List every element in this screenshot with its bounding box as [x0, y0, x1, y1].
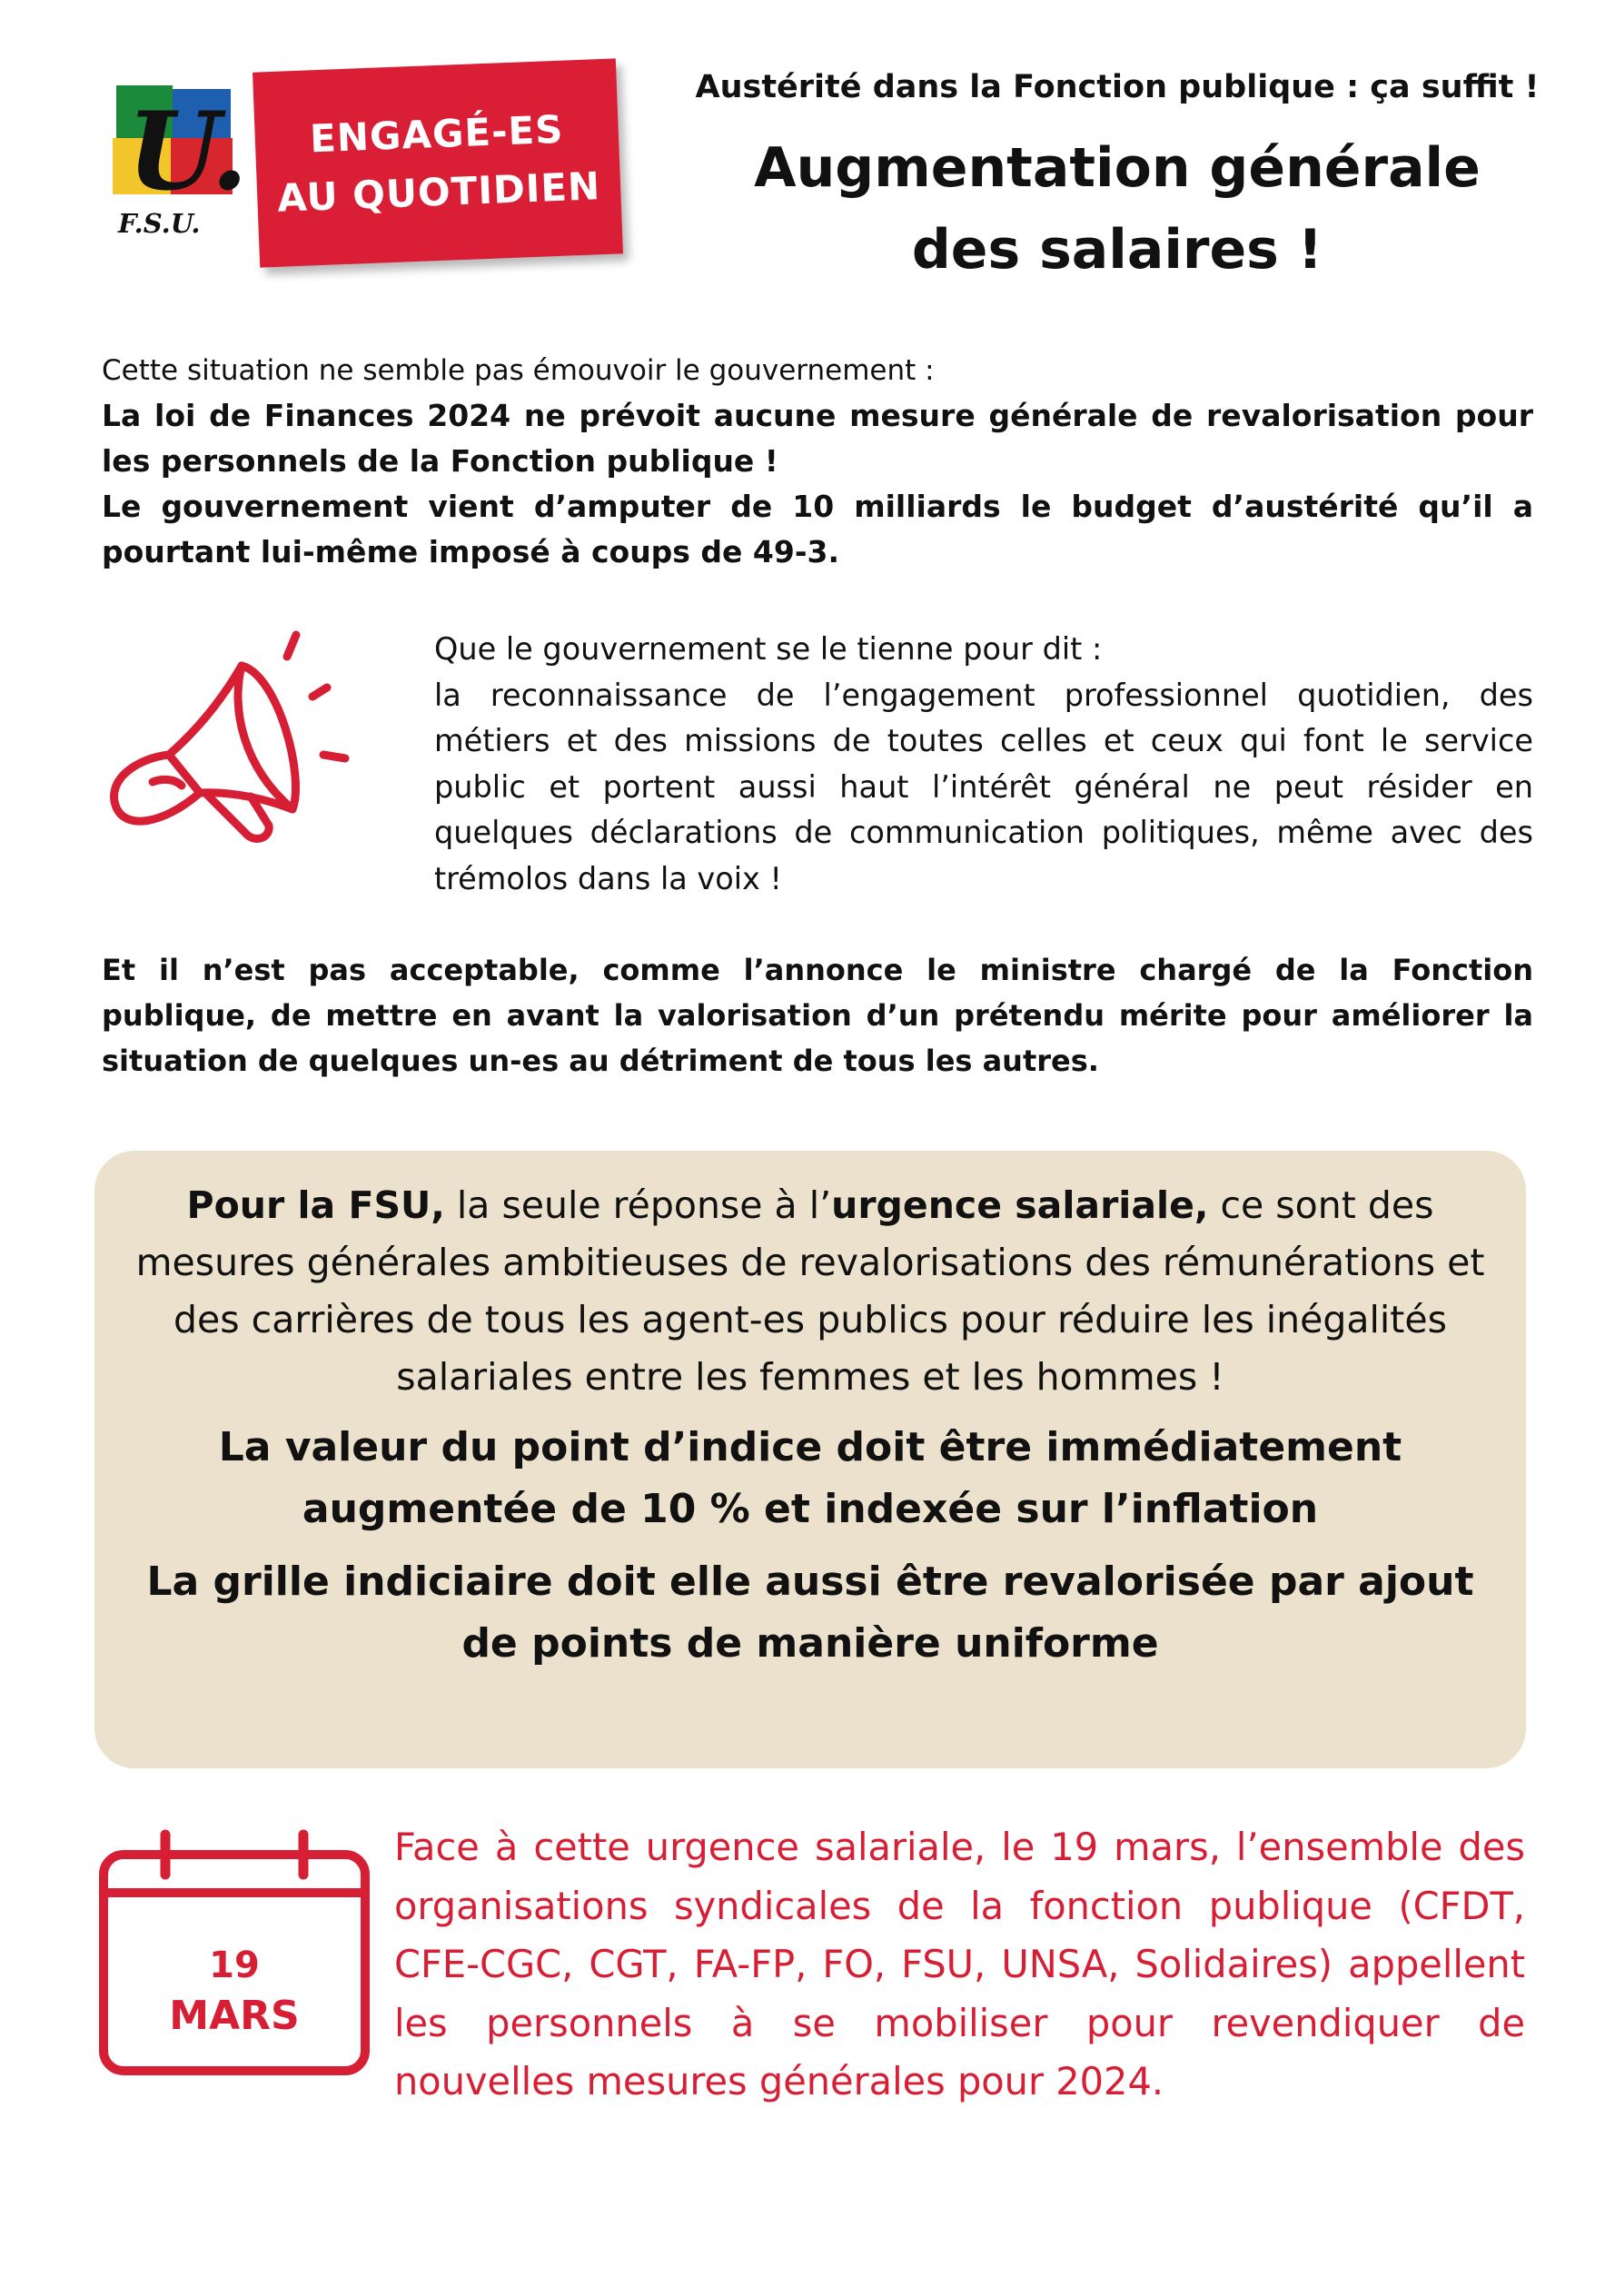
warning-body: la reconnaissance de l’engagement professionnel quotidien, des métiers et des missions de toutes celles et ceux qui font le service public et portent aussi haut l’intérêt général ne peut résider en quelques déclarations de communication politiques, même avec des trémolos dans la voix ! [434, 677, 1533, 896]
fsu-logo [107, 80, 243, 243]
badge-line-2: AU QUOTIDIEN [276, 163, 602, 221]
page-title [636, 127, 1599, 291]
intro-lead: Cette situation ne semble pas émouvoir le gouvernement : [102, 354, 935, 387]
logo-letter: U. [127, 88, 243, 214]
title-line-1: Augmentation générale [754, 136, 1481, 200]
fsu-logo-icon [107, 80, 243, 243]
position-text-a: la seule réponse à l’ [444, 1183, 832, 1227]
warning-lead: Que le gouvernement se le tienne pour dit : [434, 631, 1103, 667]
fsu-position [123, 1177, 1498, 1406]
intro-bold-2: Le gouvernement vient d’amputer de 10 milliards le budget d’austérité qu’il a pourtant lui-même imposé à coups de 49-3. [102, 489, 1533, 569]
badge-line-1: ENGAGÉ-ES [309, 106, 565, 161]
kicker: Austérité dans la Fonction publique : ça suffit ! [695, 69, 1540, 105]
calendar-day: 19 [209, 1945, 260, 1986]
megaphone-icon [98, 622, 380, 858]
demands-text [123, 1177, 1498, 1675]
demand-grid: La grille indiciaire doit elle aussi être revalorisée par ajout de points de manière uniforme [146, 1559, 1474, 1667]
title-line-2: des salaires ! [911, 218, 1323, 282]
engaged-badge [253, 58, 623, 267]
calendar-icon [98, 1827, 371, 2077]
intro-section [102, 348, 1533, 575]
warning-section [434, 627, 1533, 902]
position-text-b: ce sont des mesures générales ambitieuses de revalorisations des rémunérations et des carrières de tous les agent-es publics pour réduire les inégalités salariales entre les femmes et les hommes ! [135, 1183, 1485, 1399]
intro-bold-1: La loi de Finances 2024 ne prévoit aucune mesure générale de revalorisation pour les personnels de la Fonction publique ! [102, 398, 1533, 479]
merit-paragraph: Et il n’est pas acceptable, comme l’annonce le ministre chargé de la Fonction publique, de mettre en avant la valorisation d’un prétendu mérite pour améliorer la situation de quelques un-es au détriment de tous les autres. [102, 953, 1533, 1078]
urgency-label: urgence salariale, [831, 1183, 1209, 1227]
logo-name: F.S.U. [118, 208, 201, 239]
mobilisation-call: Face à cette urgence salariale, le 19 mars, l’ensemble des organisations syndicales de la fonction publique (CFDT, CFE-CGC, CGT, FA-FP, FO, FSU, UNSA, Solidaires) appellent les personnels à se mobiliser pour revendiquer de nouvelles mesures générales pour 2024. [394, 1825, 1525, 2103]
fsu-label: Pour la FSU, [186, 1183, 445, 1227]
calendar-month: MARS [169, 1993, 300, 2039]
demand-index-point: La valeur du point d’indice doit être immédiatement augmentée de 10 % et indexée sur l’inflation [218, 1424, 1402, 1532]
